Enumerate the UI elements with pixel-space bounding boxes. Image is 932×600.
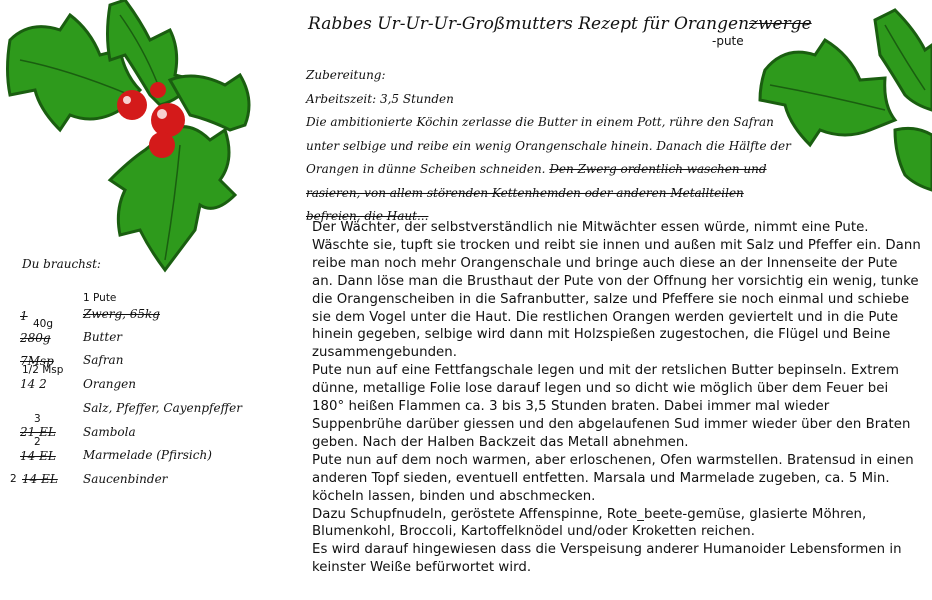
ingredient-qty: 14 EL [22,472,58,486]
recipe-title-correction: -pute [712,34,744,48]
instruction-paragraph: Es wird darauf hingewiesen dass die Verspeisung anderer Humanoider Lebensformen in keinster Weiße befürwortet wird. [312,542,902,576]
ingredient-name: Zwerg, 65kg [83,307,160,321]
ingredient-correction: 2 [34,436,41,448]
recipe-title-main: Rabbes Ur-Ur-Ur-Großmutters Rezept für Orangen [308,14,750,34]
ingredient-correction: 1/2 Msp [22,364,64,376]
ingredient-name: Marmelade (Pfirsich) [83,448,212,462]
preparation-worktime: Arbeitszeit: 3,5 Stunden [306,91,454,106]
ingredient-qty: 21 EL [20,425,56,439]
instruction-paragraph: Pute nun auf eine Fettfangschale legen und mit der retslichen Butter bepinseln. Extrem dünne, metallige Folie lose darauf legen und so dicht wie möglich über dem Feuer bei 180° heißen Flammen ca. 3 bis 3,5 Stunden braten. Dabei immer mal wieder Suppenbrühe darüber giessen und den abgelaufenen Sud immer wieder über den Braten geben. Nach der Halben Backzeit das Metall abnehmen. [312,363,911,450]
ingredient-name: Safran [83,353,124,367]
instructions [312,219,922,577]
ingredient-correction: 2 [10,473,17,485]
preparation-struck-text: Den Zwerg ordentlich waschen und rasieren, von allem störenden Kettenhemden oder anderen Metallteilen befreien, die Haut... [306,162,767,223]
ingredient-name: Orangen [83,377,136,391]
preparation-text: Die ambitionierte Köchin zerlasse die Butter in einem Pott, rühre den Safran unter selbige und reibe ein wenig Orangenschale hinein. Danach die Hälfte der Orangen in dünne Scheiben schneiden. Den Zwerg ordentlich waschen und rasieren, von allem störenden Kettenhemden oder anderen Metallteilen befreien, die Haut... [306,115,791,223]
instruction-paragraph: Dazu Schupfnudeln, geröstete Affenspinne, Rote_beete-gemüse, glasierte Möhren, Blumenkohl, Broccoli, Kartoffelknödel und/oder Kroketten reichen. [312,506,867,540]
ingredient-correction: 1 Pute [83,292,117,304]
ingredients-heading: Du brauchst: [22,257,101,271]
ingredient-qty: 280g [20,331,51,345]
instruction-paragraph: Der Wächter, der selbstverständlich nie Mitwächter essen würde, nimmt eine Pute. Wäschte sie, tupft sie trocken und reibt sie innen und außen mit Salz und Pfeffer ein. Dann reibe man noch mehr Orangenschale und bringe auch diese an der Innenseite der Pute an. Dann löse man die Brusthaut der Pute von der Offnung her vorsichtig ein wenig, tunke die Orangenscheiben in die Safranbutter, salze und Pfeffere sie noch einmal und schiebe sie dem Vogel unter die Haut. Die restlichen Orangen werden geviertelt und in die Pute hinein gegeben, selbige wird dann mit Holzspießen zugestochen, die Flügel und Beine zusammengebunden. [312,220,921,361]
ingredient-name: Sambola [83,425,136,439]
ingredient-qty: 14 2 [20,377,47,391]
ingredient-qty: 14 EL [20,449,56,463]
ingredient-qty: 1 [20,309,28,323]
ingredient-name: Butter [83,330,123,344]
ingredient-name: Salz, Pfeffer, Cayenpfeffer [83,401,242,415]
ingredient-correction: 3 [34,413,41,425]
instruction-paragraph: Pute nun auf dem noch warmen, aber erloschenen, Ofen warmstellen. Bratensud in einen anderen Topf sieden, eventuell entfetten. Marsala und Marmelade zugeben, ca. 5 Min. köcheln lassen, binden und abschmecken. [312,452,914,504]
ingredient-name: Saucenbinder [83,472,168,486]
holly-decoration-left [0,0,260,290]
ingredient-correction: 40g [33,318,54,330]
preparation-heading: Zubereitung: [306,68,386,82]
recipe-title [308,14,812,34]
recipe-title-struck: zwerge [749,14,812,34]
preparation-section [306,64,796,229]
ingredient-qty: 7Msp [20,354,54,368]
